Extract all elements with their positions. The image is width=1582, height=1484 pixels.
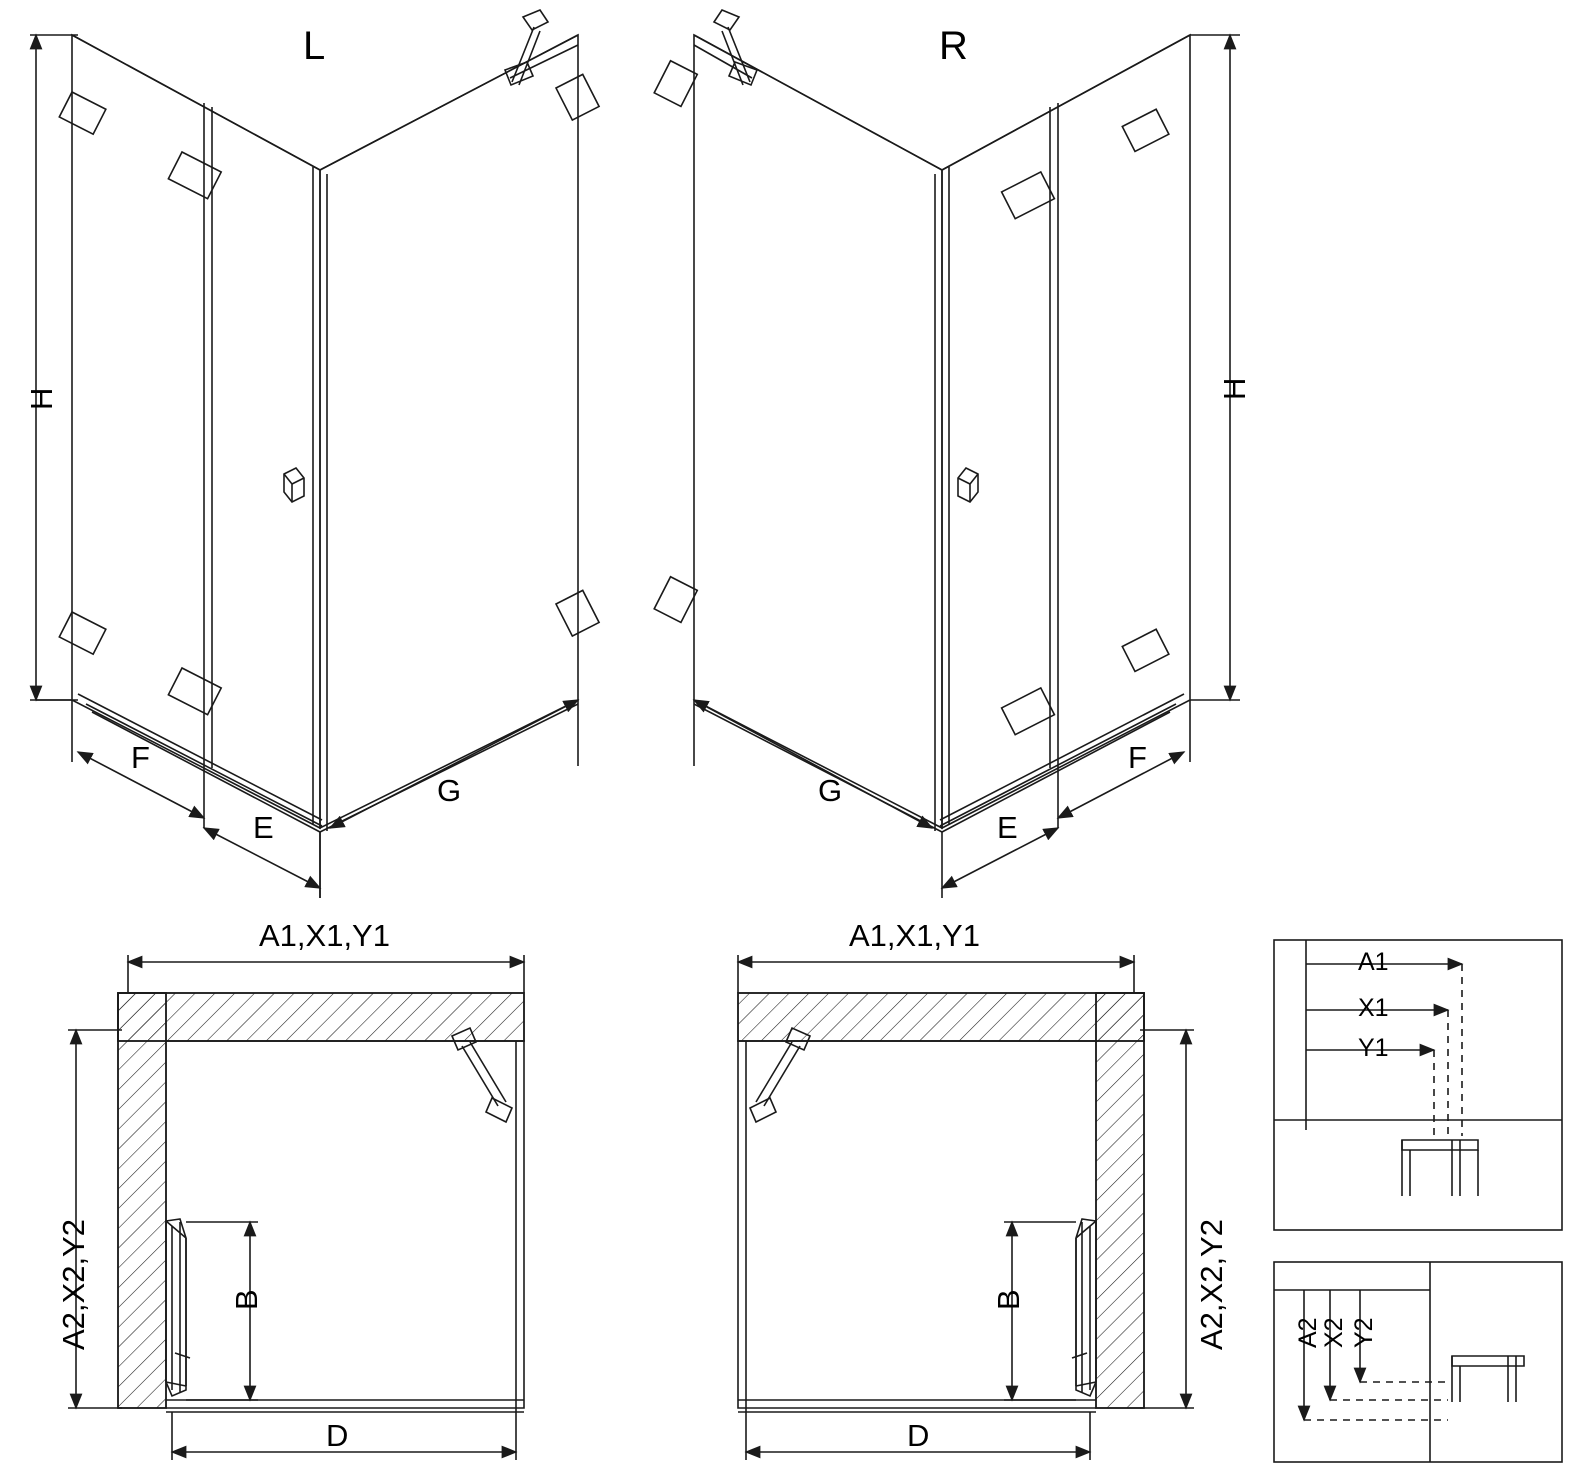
iso-left-front-mid-dim: E <box>253 810 274 845</box>
iso-right-view <box>654 10 1240 898</box>
detail-bottom-label-y2: Y2 <box>1350 1317 1378 1348</box>
plan-right-view <box>738 955 1194 1460</box>
detail-bottom-label-a2: A2 <box>1294 1317 1322 1348</box>
iso-left-front-left-dim: F <box>131 740 150 775</box>
detail-top-view <box>1274 940 1562 1230</box>
plan-left-bottom-dim: D <box>326 1418 349 1453</box>
plan-right-top-dim: A1,X1,Y1 <box>849 918 980 953</box>
iso-right-front-right-dim: F <box>1128 740 1147 775</box>
plan-left-top-dim: A1,X1,Y1 <box>259 918 390 953</box>
detail-top-label-a1: A1 <box>1358 948 1389 976</box>
detail-top-label-x1: X1 <box>1358 994 1389 1022</box>
iso-right-height-dim: H <box>1217 377 1252 400</box>
iso-left-title: L <box>303 24 326 68</box>
iso-right-front-mid-dim: E <box>997 810 1018 845</box>
detail-bottom-label-x2: X2 <box>1320 1317 1348 1348</box>
plan-left-inner-dim: B <box>229 1289 264 1310</box>
iso-right-side-dim: G <box>818 773 843 808</box>
iso-left-view <box>30 10 599 898</box>
iso-left-side-dim: G <box>437 773 462 808</box>
iso-left-height-dim: H <box>24 387 59 410</box>
detail-bottom-view <box>1274 1262 1562 1462</box>
plan-right-bottom-dim: D <box>907 1418 930 1453</box>
plan-right-inner-dim: B <box>991 1289 1026 1310</box>
detail-top-label-y1: Y1 <box>1358 1034 1389 1062</box>
iso-right-title: R <box>939 24 968 68</box>
plan-right-side-dim: A2,X2,Y2 <box>1194 1219 1229 1350</box>
plan-left-side-dim: A2,X2,Y2 <box>56 1219 91 1350</box>
plan-left-view <box>68 955 524 1460</box>
